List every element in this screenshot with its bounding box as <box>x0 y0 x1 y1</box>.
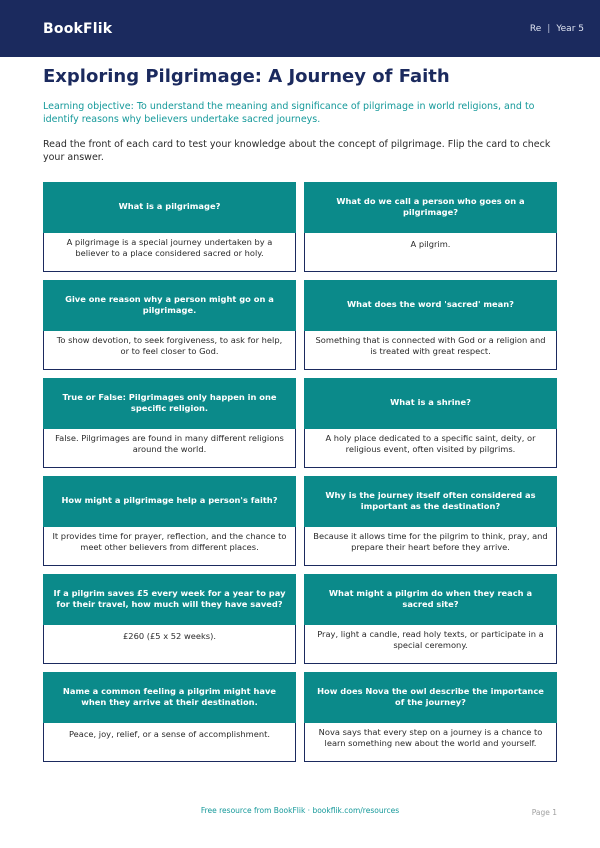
flashcard[interactable] <box>43 574 296 664</box>
card-question: What does the word 'sacred' mean? <box>304 280 557 331</box>
year-label: Year 5 <box>556 23 584 34</box>
flashcard[interactable] <box>304 476 557 566</box>
card-answer: Nova says that every step on a journey is a chance to learn something new about the world and yourself. <box>304 723 557 762</box>
card-answer: To show devotion, to seek forgiveness, to ask for help, or to feel closer to God. <box>43 331 296 370</box>
card-answer: A pilgrim. <box>304 233 557 272</box>
instructions: Read the front of each card to test your knowledge about the concept of pilgrimage. Flip the card to check your answer. <box>43 139 551 163</box>
card-question: If a pilgrim saves £5 every week for a year to pay for their travel, how much will they have saved? <box>43 574 296 625</box>
card-question: What do we call a person who goes on a pilgrimage? <box>304 182 557 233</box>
flashcard[interactable] <box>304 182 557 272</box>
flashcard[interactable] <box>43 476 296 566</box>
flashcard[interactable] <box>43 182 296 272</box>
flashcard[interactable] <box>43 672 296 762</box>
flashcard[interactable] <box>43 378 296 468</box>
flashcard[interactable] <box>43 280 296 370</box>
card-question: What is a pilgrimage? <box>43 182 296 233</box>
card-answer: Pray, light a candle, read holy texts, or participate in a special ceremony. <box>304 625 557 664</box>
card-question: How might a pilgrimage help a person's faith? <box>43 476 296 527</box>
card-answer: A holy place dedicated to a specific saint, deity, or religious event, often visited by pilgrims. <box>304 429 557 468</box>
card-question: What might a pilgrim do when they reach a sacred site? <box>304 574 557 625</box>
flashcard-grid <box>43 182 557 762</box>
card-question: Why is the journey itself often considered as important as the destination? <box>304 476 557 527</box>
card-answer: A pilgrimage is a special journey undertaken by a believer to a place considered sacred or holy. <box>43 233 296 272</box>
card-answer: False. Pilgrimages are found in many different religions around the world. <box>43 429 296 468</box>
brand-logo[interactable]: BookFlik <box>43 20 113 37</box>
card-question: How does Nova the owl describe the importance of the journey? <box>304 672 557 723</box>
card-answer: Something that is connected with God or a religion and is treated with great respect. <box>304 331 557 370</box>
card-answer: It provides time for prayer, reflection, and the chance to meet other believers from different places. <box>43 527 296 566</box>
card-question: Give one reason why a person might go on a pilgrimage. <box>43 280 296 331</box>
subject-meta <box>530 24 584 34</box>
meta-separator: | <box>547 23 551 34</box>
card-question: Name a common feeling a pilgrim might have when they arrive at their destination. <box>43 672 296 723</box>
flashcard[interactable] <box>304 574 557 664</box>
subject-label: Re <box>529 23 542 34</box>
flashcard[interactable] <box>304 378 557 468</box>
flashcard[interactable] <box>304 280 557 370</box>
card-question: What is a shrine? <box>304 378 557 429</box>
page-number: Page 1 <box>531 808 557 817</box>
card-question: True or False: Pilgrimages only happen in one specific religion. <box>43 378 296 429</box>
learning-objective: Learning objective: To understand the meaning and significance of pilgrimage in world religions, and to identify reasons why believers undertake sacred journeys. <box>43 101 535 125</box>
page-title: Exploring Pilgrimage: A Journey of Faith <box>43 66 450 87</box>
card-answer: Peace, joy, relief, or a sense of accomplishment. <box>43 723 296 762</box>
card-answer: Because it allows time for the pilgrim to think, pray, and prepare their heart before they arrive. <box>304 527 557 566</box>
footer-link[interactable]: Free resource from BookFlik · bookflik.com/resources <box>200 806 400 815</box>
top-bar <box>0 0 600 57</box>
card-answer: £260 (£5 x 52 weeks). <box>43 625 296 664</box>
flashcard[interactable] <box>304 672 557 762</box>
